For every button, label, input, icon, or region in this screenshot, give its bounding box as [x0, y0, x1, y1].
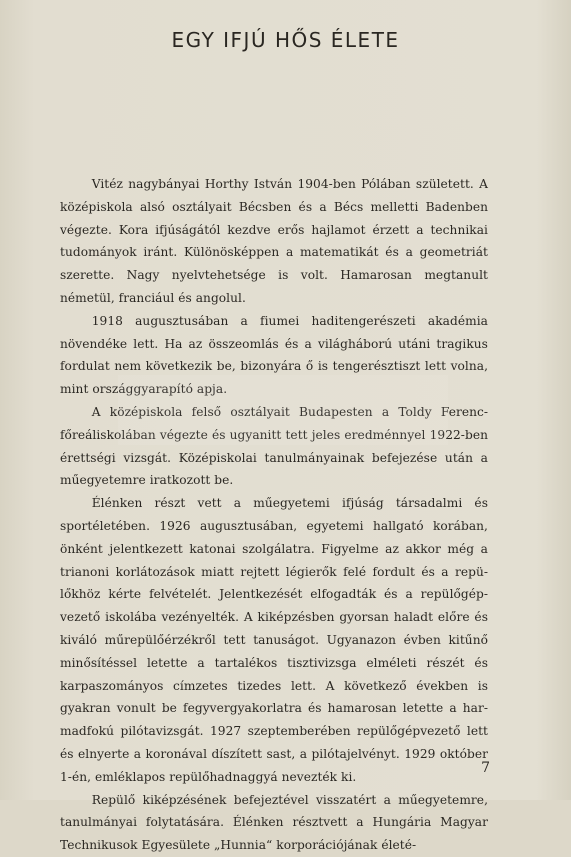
paragraph: Repülő kiképzésének befejeztével visszatért a műegyetemre, tanulmányai folytatására. Élénken résztvett a Hungária Magyar Technikusok Egyesülete „Hunnia“ korporációjának életé- [60, 792, 488, 853]
paragraph: A középiskola felső osztályait Budapesten a Toldy Ferencfőreáliskolában végezte és ugyanitt tett jeles eredménnyel 1922-ben érettségi vizsgát. Középiskolai tanulmányainak befejezése után a műegyetemre iratkozott be. [60, 404, 488, 488]
paragraph: Élénken részt vett a műegyetemi ifjúság társadalmi és sportéletében. 1926 augusztusában, egyetemi hallgató korában, önként jelentkezett katonai szolgálatra. Figyelme az akkor még a trianoni korlátozások miatt rejtett légierők felé fordult és a repülőkhöz kérte felvételét. Jelentkezését elfogadták és a repülőgépvezető iskolába vezényelték. A kiképzésben gyorsan haladt előre és kiváló műrepülőérzékről tett tanuságot. Ugyanazon évben kitűnő minősítéssel letette a tartalékos tisztivizsga elméleti részét és karpaszományos címzetes tizedes lett. A következő években is gyakran vonult be fegyvergyakorlatra és hamarosan letette a harmadfokú pilótavizsgát. 1927 szeptemberében repülőgépvezető lett és elnyerte a koronával díszített sast, a pilótajelvényt. 1929 október 1-én, emléklapos repülőhadnaggyá nevezték ki. [60, 496, 488, 784]
paragraph: Vitéz nagybányai Horthy István 1904-ben Pólában született. A középiskola alsó osztályait Bécsben és a Bécs melletti Badenben végezte. Kora ifjúságától kezdve erős hajlamot érzett a technikai tudományok iránt. Különösképpen a matematikát és a geometriát szerette. Nagy nyelvtehetsége is volt. Hamarosan megtanult németül, franciául és angolul. [60, 177, 488, 305]
paragraph: 1918 augusztusában a fiumei haditengerészeti akadémia növendéke lett. Ha az összeomlás és a világháború utáni tragikus fordulat nem következik be, bizonyára ő is tengerésztiszt lett volna, mint országgyarapító apja. [60, 313, 488, 397]
page-number: 7 [481, 760, 490, 776]
body-text [60, 173, 488, 857]
chapter-title: EGY IFJÚ HŐS ÉLETE [171, 28, 400, 52]
